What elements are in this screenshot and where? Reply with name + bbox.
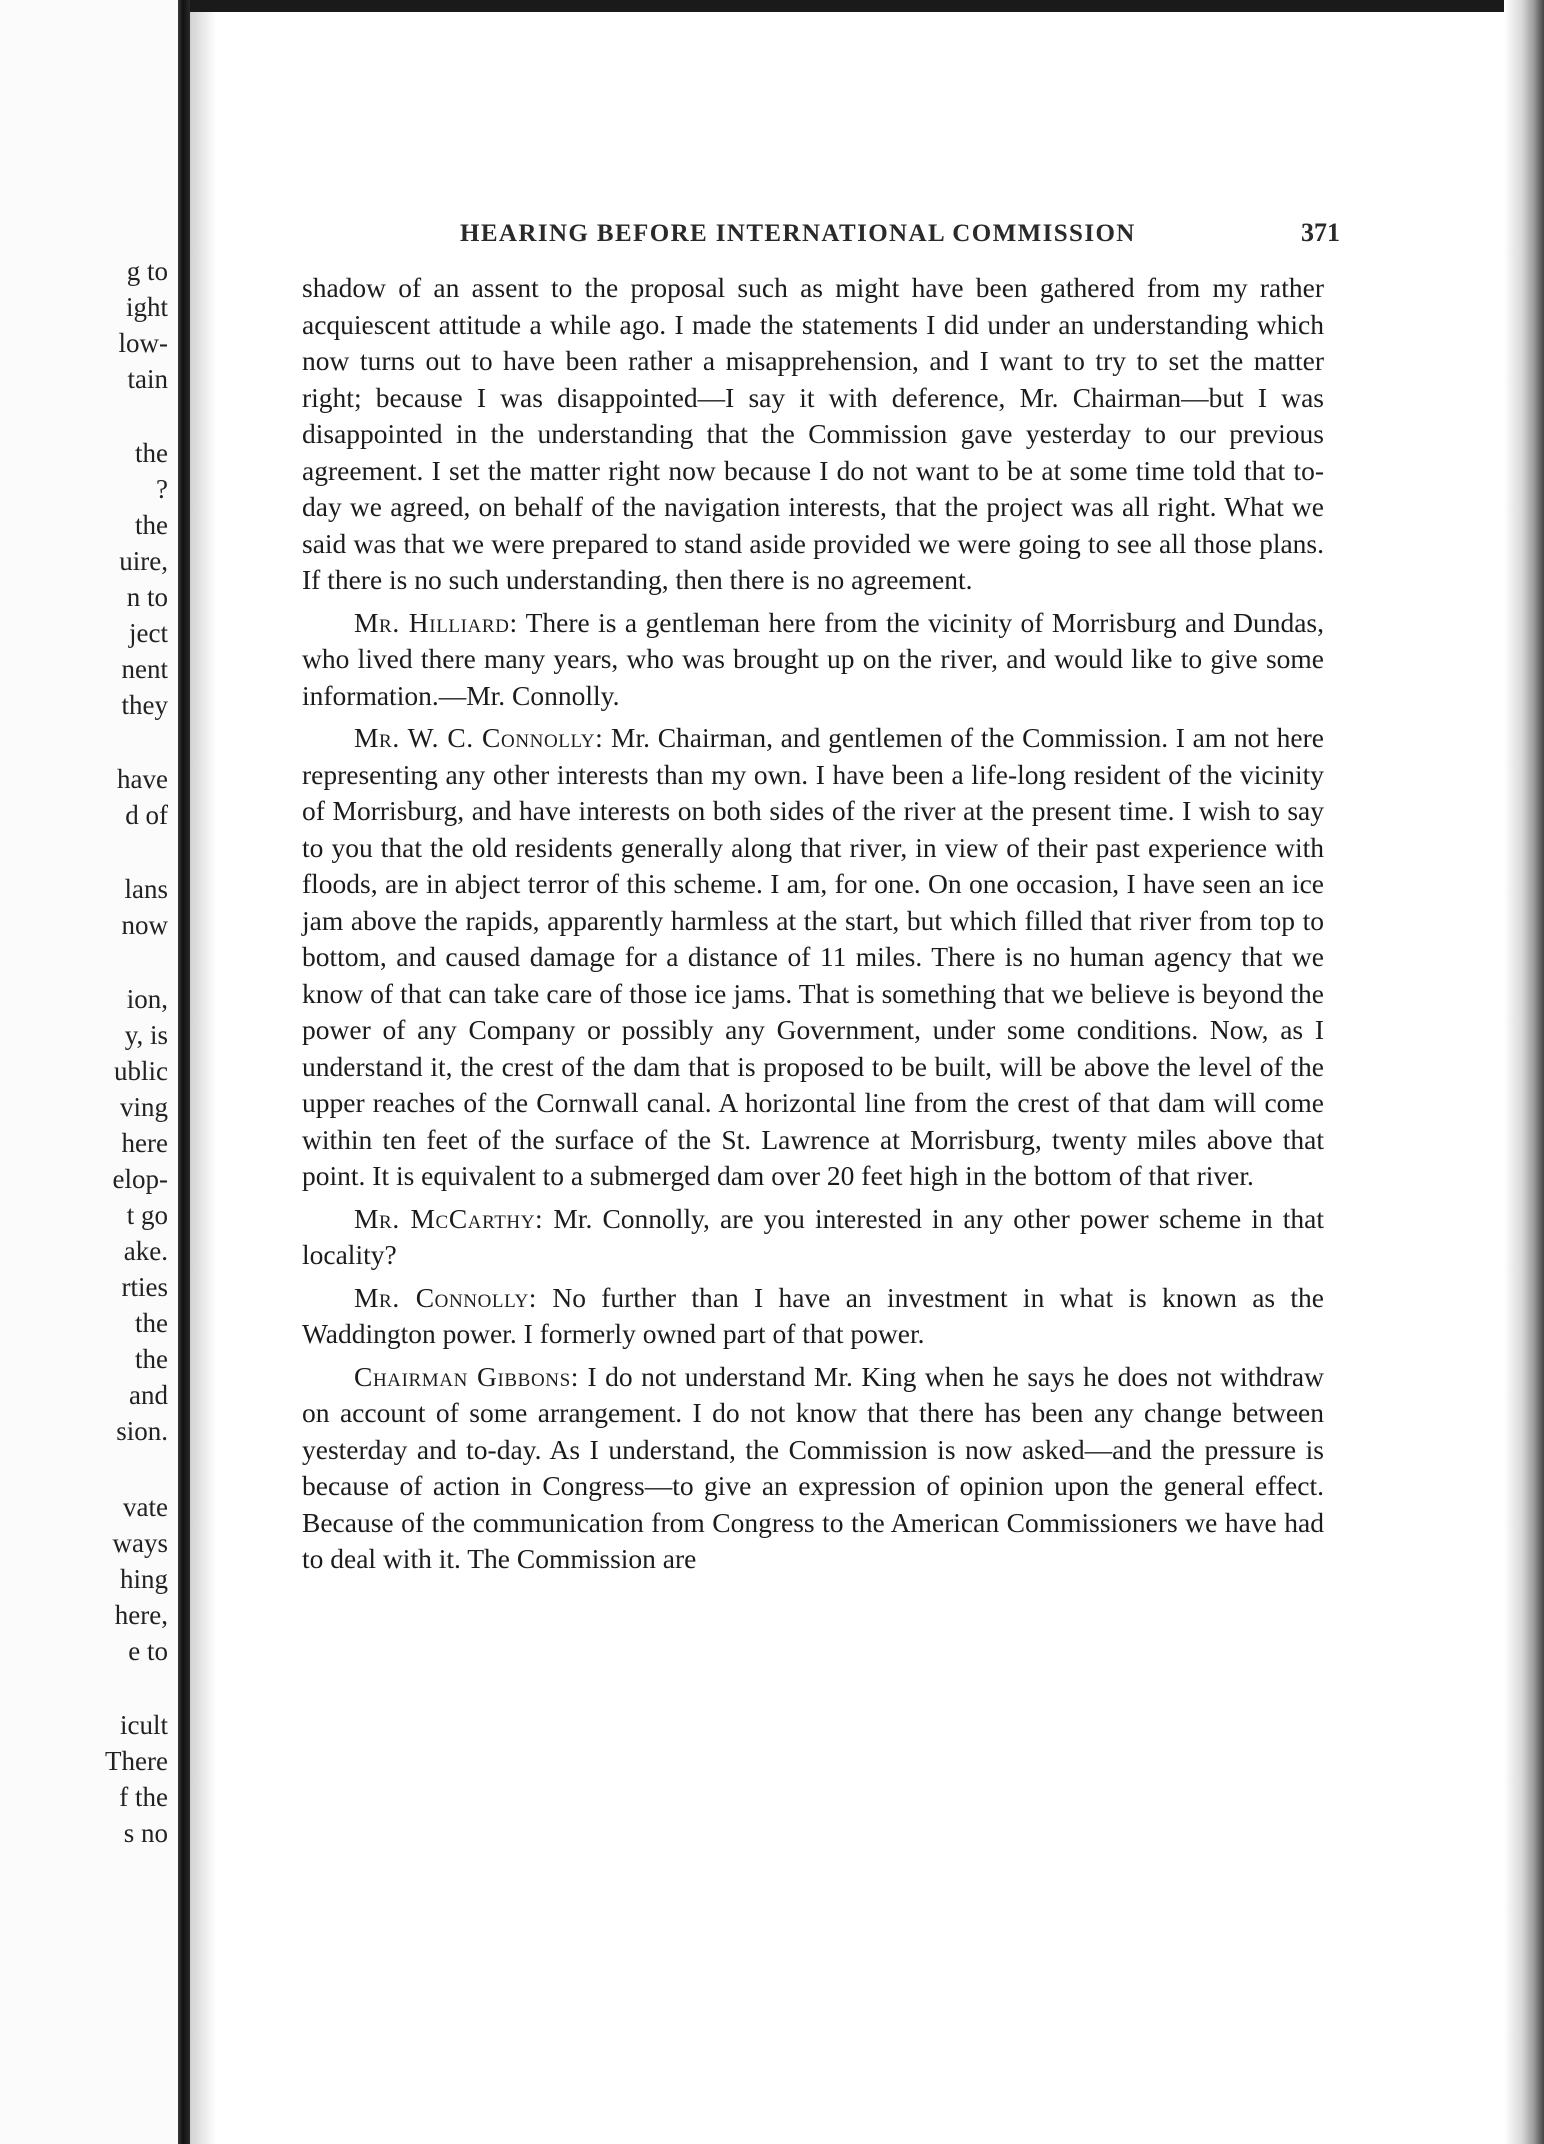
left-page-fragment: and — [129, 1380, 168, 1410]
left-page-fragment: d of — [125, 800, 168, 830]
left-page-fragment: ? — [156, 474, 168, 504]
left-page-fragment: rties — [121, 1272, 168, 1302]
paragraph-text: No further than I have an investment in what is known as the Waddington power. I formerly owned part of that power. — [302, 1281, 1325, 1349]
left-page-fragment: f the — [119, 1782, 168, 1812]
paragraph-continuation — [302, 270, 1324, 599]
running-title: HEARING BEFORE INTERNATIONAL COMMISSION — [460, 220, 1136, 247]
paragraph-connolly-reply — [302, 1280, 1324, 1353]
paragraph-text: Mr. Connolly, are you interested in any other power scheme in that locality? — [302, 1202, 1324, 1270]
left-page-fragment: now — [121, 910, 168, 940]
left-page-fragment: y, is — [124, 1020, 168, 1050]
scan-top-edge — [190, 0, 1544, 12]
paragraph-text: shadow of an assent to the proposal such as might have been gathered from my rather acquiescent attitude a while ago. I made the statements I did under an understanding which now turns out to have been rather a misapprehension, and I want to try to set the matter right; because I was disappointed—I say it with deference, Mr. Chairman—but I was disappointed in the understanding that the Commission gave yesterday to our previous agreement. I set the matter right now because I do not want to be at some time told that to-day we agreed, on behalf of the navigation interests, that the project was all right. What we said was that we were prepared to stand aside provided we were going to see all those plans. If there is no such understanding, then there is no agreement. — [302, 272, 1324, 595]
left-page-fragment: lans — [124, 874, 168, 904]
book-page — [216, 12, 1502, 2144]
paragraph-text: There is a gentleman here from the vicinity of Morrisburg and Dundas, who lived there many years, who was brought up on the river, and would like to give some information.—Mr. Connolly. — [302, 606, 1325, 711]
left-page-fragment: sion. — [116, 1416, 168, 1446]
speaker-label: Mr. W. C. Connolly: — [354, 722, 604, 753]
left-page-fragment: ight — [125, 292, 168, 322]
left-page-fragment: nent — [121, 654, 168, 684]
left-facing-page — [0, 0, 178, 2144]
left-page-fragment: ublic — [114, 1056, 168, 1086]
page-number: 371 — [1301, 218, 1340, 247]
page-body — [302, 270, 1324, 1578]
left-page-fragment: uire, — [119, 546, 168, 576]
book-gutter — [178, 0, 190, 2144]
left-page-fragment: hing — [119, 1564, 168, 1594]
left-page-fragment: the — [135, 438, 168, 468]
speaker-label: Mr. Connolly: — [354, 1281, 538, 1313]
left-page-fragment: low- — [118, 328, 168, 358]
speaker-label: Mr. McCarthy: — [354, 1202, 544, 1234]
left-page-fragment: e to — [128, 1636, 168, 1666]
left-page-fragment: icult — [120, 1710, 168, 1740]
left-page-fragment: tain — [127, 364, 168, 394]
left-page-fragment: n to — [126, 582, 168, 612]
paragraph-mccarthy — [302, 1201, 1324, 1274]
paragraph-text: I do not understand Mr. King when he says he does not withdraw on account of some arrangement. I do not know that there has been any change between yesterday and to-day. As I understand, the Commission is now asked—and the pressure is because of action in Congress—to give an expression of opinion upon the general effect. Because of the communication from Congress to the American Commissioners we have had to deal with it. The Commission are — [302, 1360, 1325, 1574]
left-page-fragment: the — [135, 510, 168, 540]
paragraph-chairman-gibbons — [302, 1359, 1324, 1578]
left-page-fragment: ways — [112, 1528, 168, 1558]
left-page-fragment: here — [121, 1128, 168, 1158]
left-page-fragment: ject — [129, 618, 168, 648]
left-page-fragment: have — [117, 764, 168, 794]
left-page-fragment: elop- — [112, 1164, 168, 1194]
speaker-label: Mr. Hilliard: — [354, 606, 518, 638]
running-head — [460, 218, 1340, 248]
left-page-fragment: t go — [126, 1200, 168, 1230]
left-page-fragment: they — [121, 690, 168, 720]
left-page-fragment: g to — [126, 256, 168, 286]
paragraph-connolly-statement — [302, 720, 1324, 1195]
left-page-fragment: ving — [119, 1092, 168, 1122]
paragraph-text: Mr. Chairman, and gentlemen of the Commission. I am not here representing any other interests than my own. I have been a life-long resident of the vicinity of Morrisburg, and have interests on both sides of the river at the present time. I wish to say to you that the old residents generally along that river, in view of their past experience with floods, are in abject terror of this scheme. I am, for one. On one occasion, I have seen an ice jam above the rapids, apparently harmless at the start, but which filled that river from top to bottom, and caused damage for a distance of 11 miles. There is no human agency that we know of that can take care of those ice jams. That is something that we believe is beyond the power of any Company or possibly any Government, under some conditions. Now, as I understand it, the crest of the dam that is proposed to be built, will be above the level of the upper reaches of the Cornwall canal. A horizontal line from the crest of that dam will come within ten feet of the surface of the St. Lawrence at Morrisburg, twenty miles above that point. It is equivalent to a submerged dam over 20 feet high in the bottom of that river. — [302, 722, 1325, 1191]
left-page-fragment: the — [135, 1308, 168, 1338]
left-page-fragment: ake. — [123, 1236, 168, 1266]
left-page-fragment: ion, — [126, 984, 168, 1014]
paragraph-hilliard — [302, 605, 1324, 715]
left-page-fragment: the — [135, 1344, 168, 1374]
left-page-fragment: s no — [123, 1818, 168, 1848]
left-page-fragment: There — [105, 1746, 168, 1776]
gutter-shadow — [190, 0, 216, 2144]
left-page-fragment: here, — [114, 1600, 168, 1630]
speaker-label: Chairman Gibbons: — [354, 1360, 579, 1392]
page-right-edge — [1504, 0, 1544, 2144]
left-page-fragment: vate — [123, 1492, 168, 1522]
